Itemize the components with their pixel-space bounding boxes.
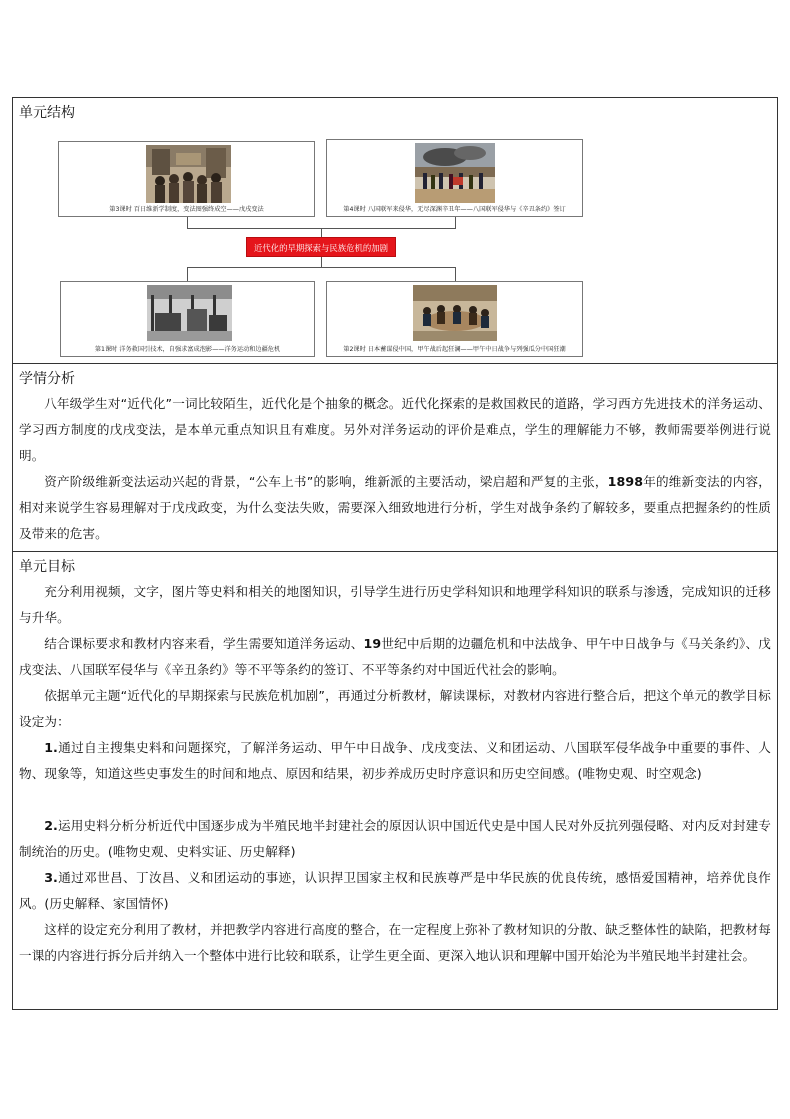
analysis-title: 学情分析 [19, 371, 75, 387]
factory-photo [147, 285, 232, 341]
goals-title: 单元目标 [19, 559, 75, 575]
lesson-plan-table [12, 97, 778, 1010]
connector-bottom-left [187, 267, 188, 281]
analysis-paragraph-2: 资产阶级维新变法运动兴起的背景，“公车上书”的影响，维新派的主要活动，梁启超和严复的主张，1898年的维新变法的内容，相对来说学生容易理解对于戊戌政变，为什么变法失败，需要深入细致地进行分析，学生对战争条约了解较多，要重点把握条约的性质及带来的危害。 [19, 474, 772, 541]
goal-2: 2.运用史料分析分析近代中国逐步成为半殖民地半封建社会的原因认识中国近代史是中国人民对外反抗列强侵略、对内反对封建专制统治的历史。(唯物史观、史料实证、历史解释) [19, 818, 771, 859]
structure-title: 单元结构 [19, 105, 75, 121]
lesson-card-3 [58, 141, 315, 217]
analysis-paragraph-1: 八年级学生对“近代化”一词比较陌生，近代化是个抽象的概念。近代化探索的是救国救民的道路，学习西方先进技术的洋务运动、学习西方制度的戊戌变法，是本单元重点知识且有难度。另外对洋务运动的评价是难点，学生的理解能力不够，教师需要举例进行说明。 [19, 396, 771, 463]
connector-top-right [455, 216, 456, 228]
connector-bottom-center [321, 257, 322, 267]
crowd-photo [146, 145, 231, 203]
unit-structure-diagram [13, 98, 779, 363]
battle-painting [415, 143, 495, 203]
goals-paragraph-1: 充分利用视频，文字，图片等史料和相关的地图知识，引导学生进行历史学科知识和地理学科知识的联系与渗透，完成知识的迁移与升华。 [19, 584, 771, 625]
analysis-section [13, 364, 777, 552]
lesson-card-2 [326, 281, 583, 357]
connector-top-left [187, 216, 188, 228]
unit-theme-box: 近代化的早期探索与民族危机的加剧 [246, 237, 396, 257]
lesson-card-1-caption: 第1课时 洋务救国引技术，自强求富成泡影——洋务运动和边疆危机 [94, 346, 281, 353]
lesson-card-1 [60, 281, 315, 357]
lesson-card-2-caption: 第2课时 日本蓄谋侵中国，甲午战后起狂澜——甲午中日战争与列强瓜分中国狂潮 [343, 346, 566, 353]
connector-top-center [321, 228, 322, 237]
treaty-signing-painting [413, 285, 497, 341]
lesson-card-4-caption: 第4课时 八国联军来侵华，无尽深渊辛丑年——八国联军侵华与《辛丑条约》签订 [343, 206, 566, 213]
goal-1: 1.通过自主搜集史料和问题探究，了解洋务运动、甲午中日战争、戊戌变法、义和团运动、八国联军侵华战争中重要的事件、人物、现象等，知道这些史事发生的时间和地点、原因和结果，初步养成历史时序意识和历史空间感。(唯物史观、时空观念) [19, 740, 771, 781]
connector-bottom-horizontal [187, 267, 456, 268]
lesson-card-3-caption: 第3课时 百日维新学制度，变法图强终成空——戊戌变法 [109, 206, 264, 213]
goals-paragraph-2: 结合课标要求和教材内容来看，学生需要知道洋务运动、19世纪中后期的边疆危机和中法战争、甲午中日战争与《马关条约》、戊戌变法、八国联军侵华与《辛丑条约》等不平等条约的签订、不平等条约对中国近代社会的影响。 [19, 636, 771, 677]
goal-3: 3.通过邓世昌、丁汝昌、义和团运动的事迹，认识捍卫国家主权和民族尊严是中华民族的优良传统，感悟爱国精神，培养优良作风。(历史解释、家国情怀) [19, 870, 771, 911]
structure-section [13, 98, 777, 364]
connector-bottom-right [455, 267, 456, 281]
goals-paragraph-3: 依据单元主题“近代化的早期探索与民族危机加剧”，再通过分析教材，解读课标，对教材内容进行整合后，把这个单元的教学目标设定为： [19, 688, 771, 729]
goals-conclusion: 这样的设定充分利用了教材，并把教学内容进行高度的整合，在一定程度上弥补了教材知识的分散、缺乏整体性的缺陷，把教材每一课的内容进行拆分后并纳入一个整体中进行比较和联系，让学生更全面、更深入地认识和理解中国开始沦为半殖民地半封建社会。 [19, 922, 771, 963]
goals-section [13, 552, 777, 1009]
lesson-card-4 [326, 139, 583, 217]
